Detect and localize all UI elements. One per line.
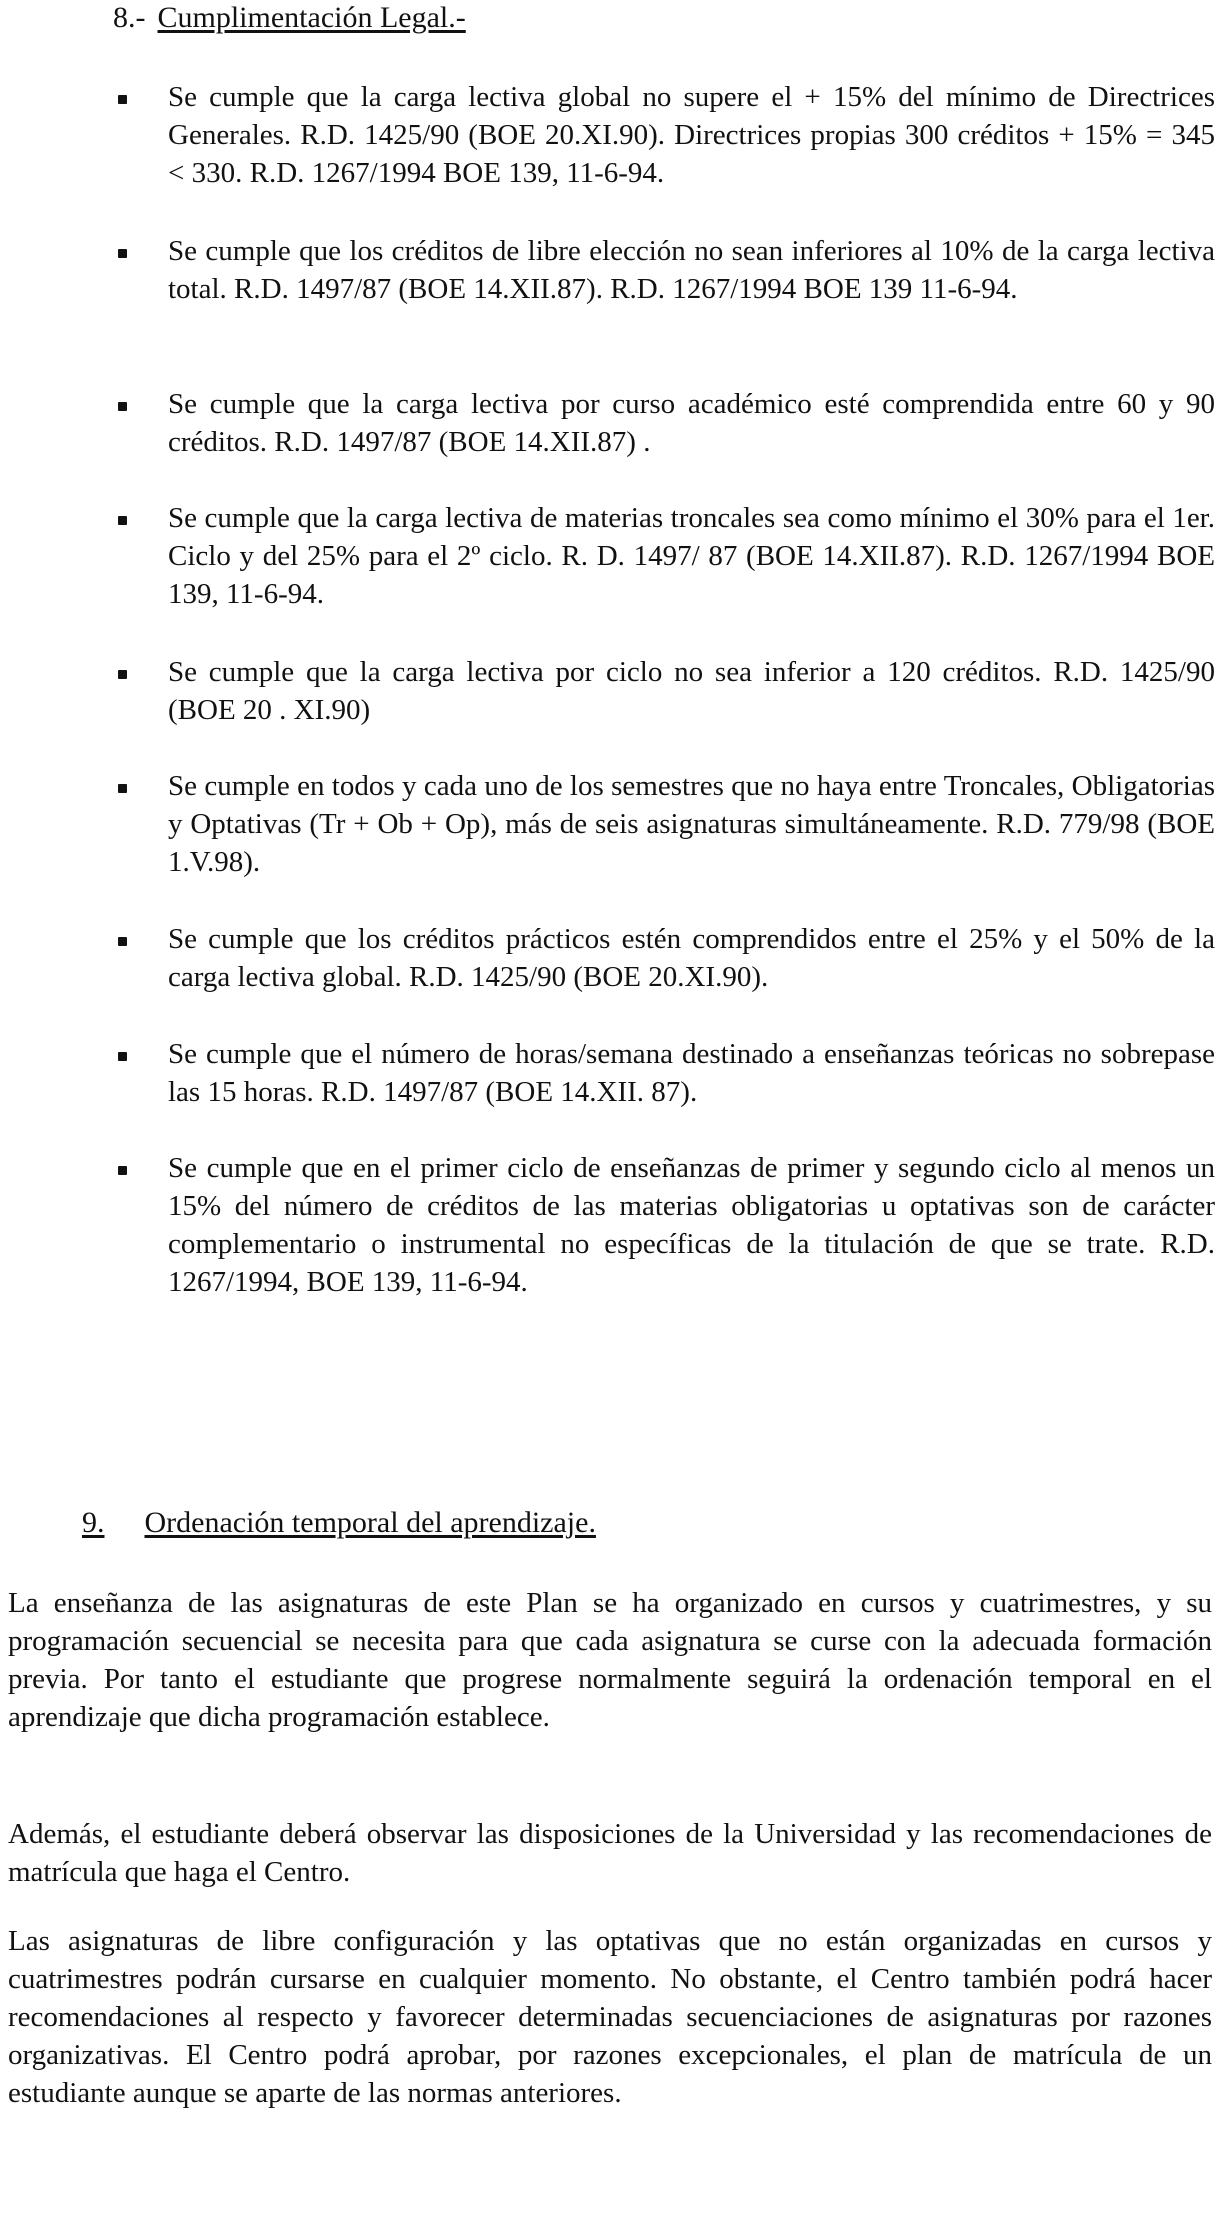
list-item-text: Se cumple en todos y cada uno de los semestres que no haya entre Troncales, Obligatorias y Optativas (Tr + Ob + Op), más de seis asignaturas simultáneamente. R.D. 779/98 (BOE 1.V.98). xyxy=(168,770,1215,878)
bullet-icon xyxy=(118,249,127,258)
list-item-text: Se cumple que la carga lectiva global no supere el + 15% del mínimo de Directrices Generales. R.D. 1425/90 (BOE 20.XI.90). Directrices propias 300 créditos + 15% = 345 < 330. R.D. 1267/1994 BOE 139, 11-6-94. xyxy=(168,81,1215,189)
bullet-icon xyxy=(118,1052,127,1061)
list-item-text: Se cumple que la carga lectiva por ciclo no sea inferior a 120 créditos. R.D. 1425/90 (BOE 20 . XI.90) xyxy=(168,656,1215,726)
section-8-title: Cumplimentación Legal.- xyxy=(157,1,466,34)
bullet-icon xyxy=(118,1166,127,1175)
bullet-icon xyxy=(118,402,127,411)
section-9-title: Ordenación temporal del aprendizaje. xyxy=(144,1506,596,1539)
list-item-text: Se cumple que la carga lectiva por curso académico esté comprendida entre 60 y 90 créditos. R.D. 1497/87 (BOE 14.XII.87) . xyxy=(168,388,1215,458)
paragraph: Las asignaturas de libre configuración y las optativas que no están organizadas en cursos y cuatrimestres podrán cursarse en cualquier momento. No obstante, el Centro también podrá hacer recomendaciones al respecto y favorecer determinadas secuenciaciones de asignaturas por razones organizativas. El Centro podrá aprobar, por razones excepcionales, el plan de matrícula de un estudiante aunque se aparte de las normas anteriores. xyxy=(8,1925,1212,2109)
bullet-icon xyxy=(118,784,127,793)
bullet-icon xyxy=(118,670,127,679)
bullet-icon xyxy=(118,937,127,946)
section-8-number: 8.- xyxy=(113,1,146,34)
list-item-text: Se cumple que los créditos prácticos estén comprendidos entre el 25% y el 50% de la carga lectiva global. R.D. 1425/90 (BOE 20.XI.90). xyxy=(168,923,1215,993)
bullet-icon xyxy=(118,516,127,525)
list-item-text: Se cumple que el número de horas/semana destinado a enseñanzas teóricas no sobrepase las 15 horas. R.D. 1497/87 (BOE 14.XII. 87). xyxy=(168,1038,1215,1108)
section-9-number: 9. xyxy=(82,1506,105,1539)
paragraph: La enseñanza de las asignaturas de este Plan se ha organizado en cursos y cuatrimestres, y su programación secuencial se necesita para que cada asignatura se curse con la adecuada formación previa. Por tanto el estudiante que progrese normalmente seguirá la ordenación temporal en el aprendizaje que dicha programación establece. xyxy=(8,1587,1212,1733)
section-8-heading xyxy=(113,0,466,36)
list-item-text: Se cumple que en el primer ciclo de enseñanzas de primer y segundo ciclo al menos un 15% del número de créditos de las materias obligatorias u optativas son de carácter complementario o instrumental no específicas de la titulación de que se trate. R.D. 1267/1994, BOE 139, 11-6-94. xyxy=(168,1152,1215,1298)
bullet-icon xyxy=(118,95,127,104)
paragraph: Además, el estudiante deberá observar las disposiciones de la Universidad y las recomendaciones de matrícula que haga el Centro. xyxy=(8,1818,1212,1888)
list-item-text: Se cumple que los créditos de libre elección no sean inferiores al 10% de la carga lectiva total. R.D. 1497/87 (BOE 14.XII.87). R.D. 1267/1994 BOE 139 11-6-94. xyxy=(168,235,1215,305)
section-9-heading xyxy=(82,1505,596,1541)
list-item-text: Se cumple que la carga lectiva de materias troncales sea como mínimo el 30% para el 1er. Ciclo y del 25% para el 2º ciclo. R. D. 1497/ 87 (BOE 14.XII.87). R.D. 1267/1994 BOE 139, 11-6-94. xyxy=(168,502,1215,610)
